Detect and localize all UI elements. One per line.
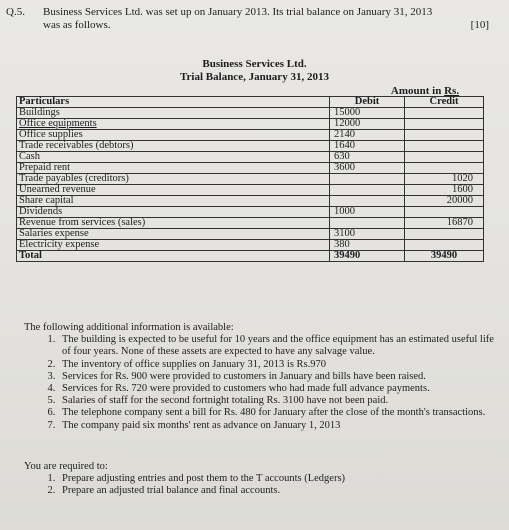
row-particulars: Revenue from services (sales): [17, 218, 330, 229]
table-row: [17, 163, 484, 174]
row-particulars: Office supplies: [17, 130, 330, 141]
row-debit: 3600: [330, 163, 405, 174]
row-particulars: Dividends: [17, 207, 330, 218]
question-marks: [10]: [470, 19, 489, 31]
list-item: 3. Services for Rs. 900 were provided to customers in January and bills have been raised.: [58, 371, 494, 383]
table-row: [17, 152, 484, 163]
list-item: 1. The building is expected to be useful for 10 years and the office equipment has an estimated useful life of four years. None of these assets are expected to have any salvage value.: [58, 334, 494, 358]
row-particulars: Electricity expense: [17, 240, 330, 251]
row-debit: 380: [330, 240, 405, 251]
table-header-row: [17, 97, 484, 108]
trial-balance-title: Trial Balance, January 31, 2013: [180, 71, 329, 83]
row-debit: 12000: [330, 119, 405, 130]
row-debit: 1640: [330, 141, 405, 152]
row-credit: [405, 130, 484, 141]
table-total-row: [17, 251, 484, 262]
row-debit: [330, 185, 405, 196]
list-item: 4. Services for Rs. 720 were provided to customers who had made full advance payments.: [58, 383, 494, 395]
additional-info-list: [24, 334, 494, 432]
additional-info-intro: The following additional information is available:: [24, 322, 234, 333]
table-row: [17, 174, 484, 185]
row-debit: 15000: [330, 108, 405, 119]
table-row: [17, 119, 484, 130]
row-credit: 20000: [405, 196, 484, 207]
row-credit: [405, 141, 484, 152]
list-item: 2. Prepare an adjusted trial balance and final accounts.: [58, 485, 494, 497]
row-credit: [405, 229, 484, 240]
question-text-line2: was as follows.: [43, 19, 111, 31]
list-item: 1. Prepare adjusting entries and post them to the T accounts (Ledgers): [58, 473, 494, 485]
amount-header-prefix: Amount in: [390, 85, 445, 97]
row-particulars: Cash: [17, 152, 330, 163]
question-text-line1: Business Services Ltd. was set up on January 2013. Its trial balance on January 31, 2013: [43, 6, 433, 18]
row-particulars: Office equipments: [17, 119, 330, 130]
list-item: 7. The company paid six months' rent as advance on January 1, 2013: [58, 420, 494, 432]
trial-balance-table: [16, 96, 484, 262]
list-item: 5. Salaries of staff for the second fortnight totaling Rs. 3100 have not been paid.: [58, 395, 494, 407]
row-credit: [405, 152, 484, 163]
table-row: [17, 229, 484, 240]
row-debit: 1000: [330, 207, 405, 218]
table-row: [17, 218, 484, 229]
requirements-intro: You are required to:: [24, 461, 108, 472]
requirements-list: [24, 473, 494, 497]
row-credit: 16870: [405, 218, 484, 229]
table-row: [17, 185, 484, 196]
row-credit: [405, 240, 484, 251]
table-row: [17, 130, 484, 141]
row-particulars: Prepaid rent: [17, 163, 330, 174]
question-number: Q.5.: [6, 6, 25, 18]
header-particulars: Particulars: [17, 97, 330, 108]
amount-header-unit: Rs.: [444, 85, 460, 97]
list-item: 2. The inventory of office supplies on January 31, 2013 is Rs.970: [58, 359, 494, 371]
additional-information: [24, 322, 494, 432]
row-particulars: Share capital: [17, 196, 330, 207]
row-particulars: Unearned revenue: [17, 185, 330, 196]
row-debit: [330, 196, 405, 207]
requirements: [24, 461, 494, 498]
row-debit: [330, 218, 405, 229]
total-credit: 39490: [405, 251, 484, 262]
table-row: [17, 108, 484, 119]
table-row: [17, 240, 484, 251]
row-debit: 630: [330, 152, 405, 163]
row-debit: 2140: [330, 130, 405, 141]
table-row: [17, 207, 484, 218]
row-debit: [330, 174, 405, 185]
row-credit: [405, 119, 484, 130]
row-particulars: Salaries expense: [17, 229, 330, 240]
table-row: [17, 141, 484, 152]
row-credit: 1600: [405, 185, 484, 196]
row-particulars: Buildings: [17, 108, 330, 119]
row-credit: 1020: [405, 174, 484, 185]
row-debit: 3100: [330, 229, 405, 240]
row-credit: [405, 163, 484, 174]
header-credit: Credit: [405, 97, 484, 108]
table-row: [17, 196, 484, 207]
row-credit: [405, 108, 484, 119]
row-particulars: Trade receivables (debtors): [17, 141, 330, 152]
company-title: Business Services Ltd.: [202, 58, 307, 70]
list-item: 6. The telephone company sent a bill for Rs. 480 for January after the close of the month's transactions.: [58, 407, 494, 419]
row-credit: [405, 207, 484, 218]
total-debit: 39490: [330, 251, 405, 262]
row-particulars: Trade payables (creditors): [17, 174, 330, 185]
total-label: Total: [17, 251, 330, 262]
header-debit: Debit: [330, 97, 405, 108]
